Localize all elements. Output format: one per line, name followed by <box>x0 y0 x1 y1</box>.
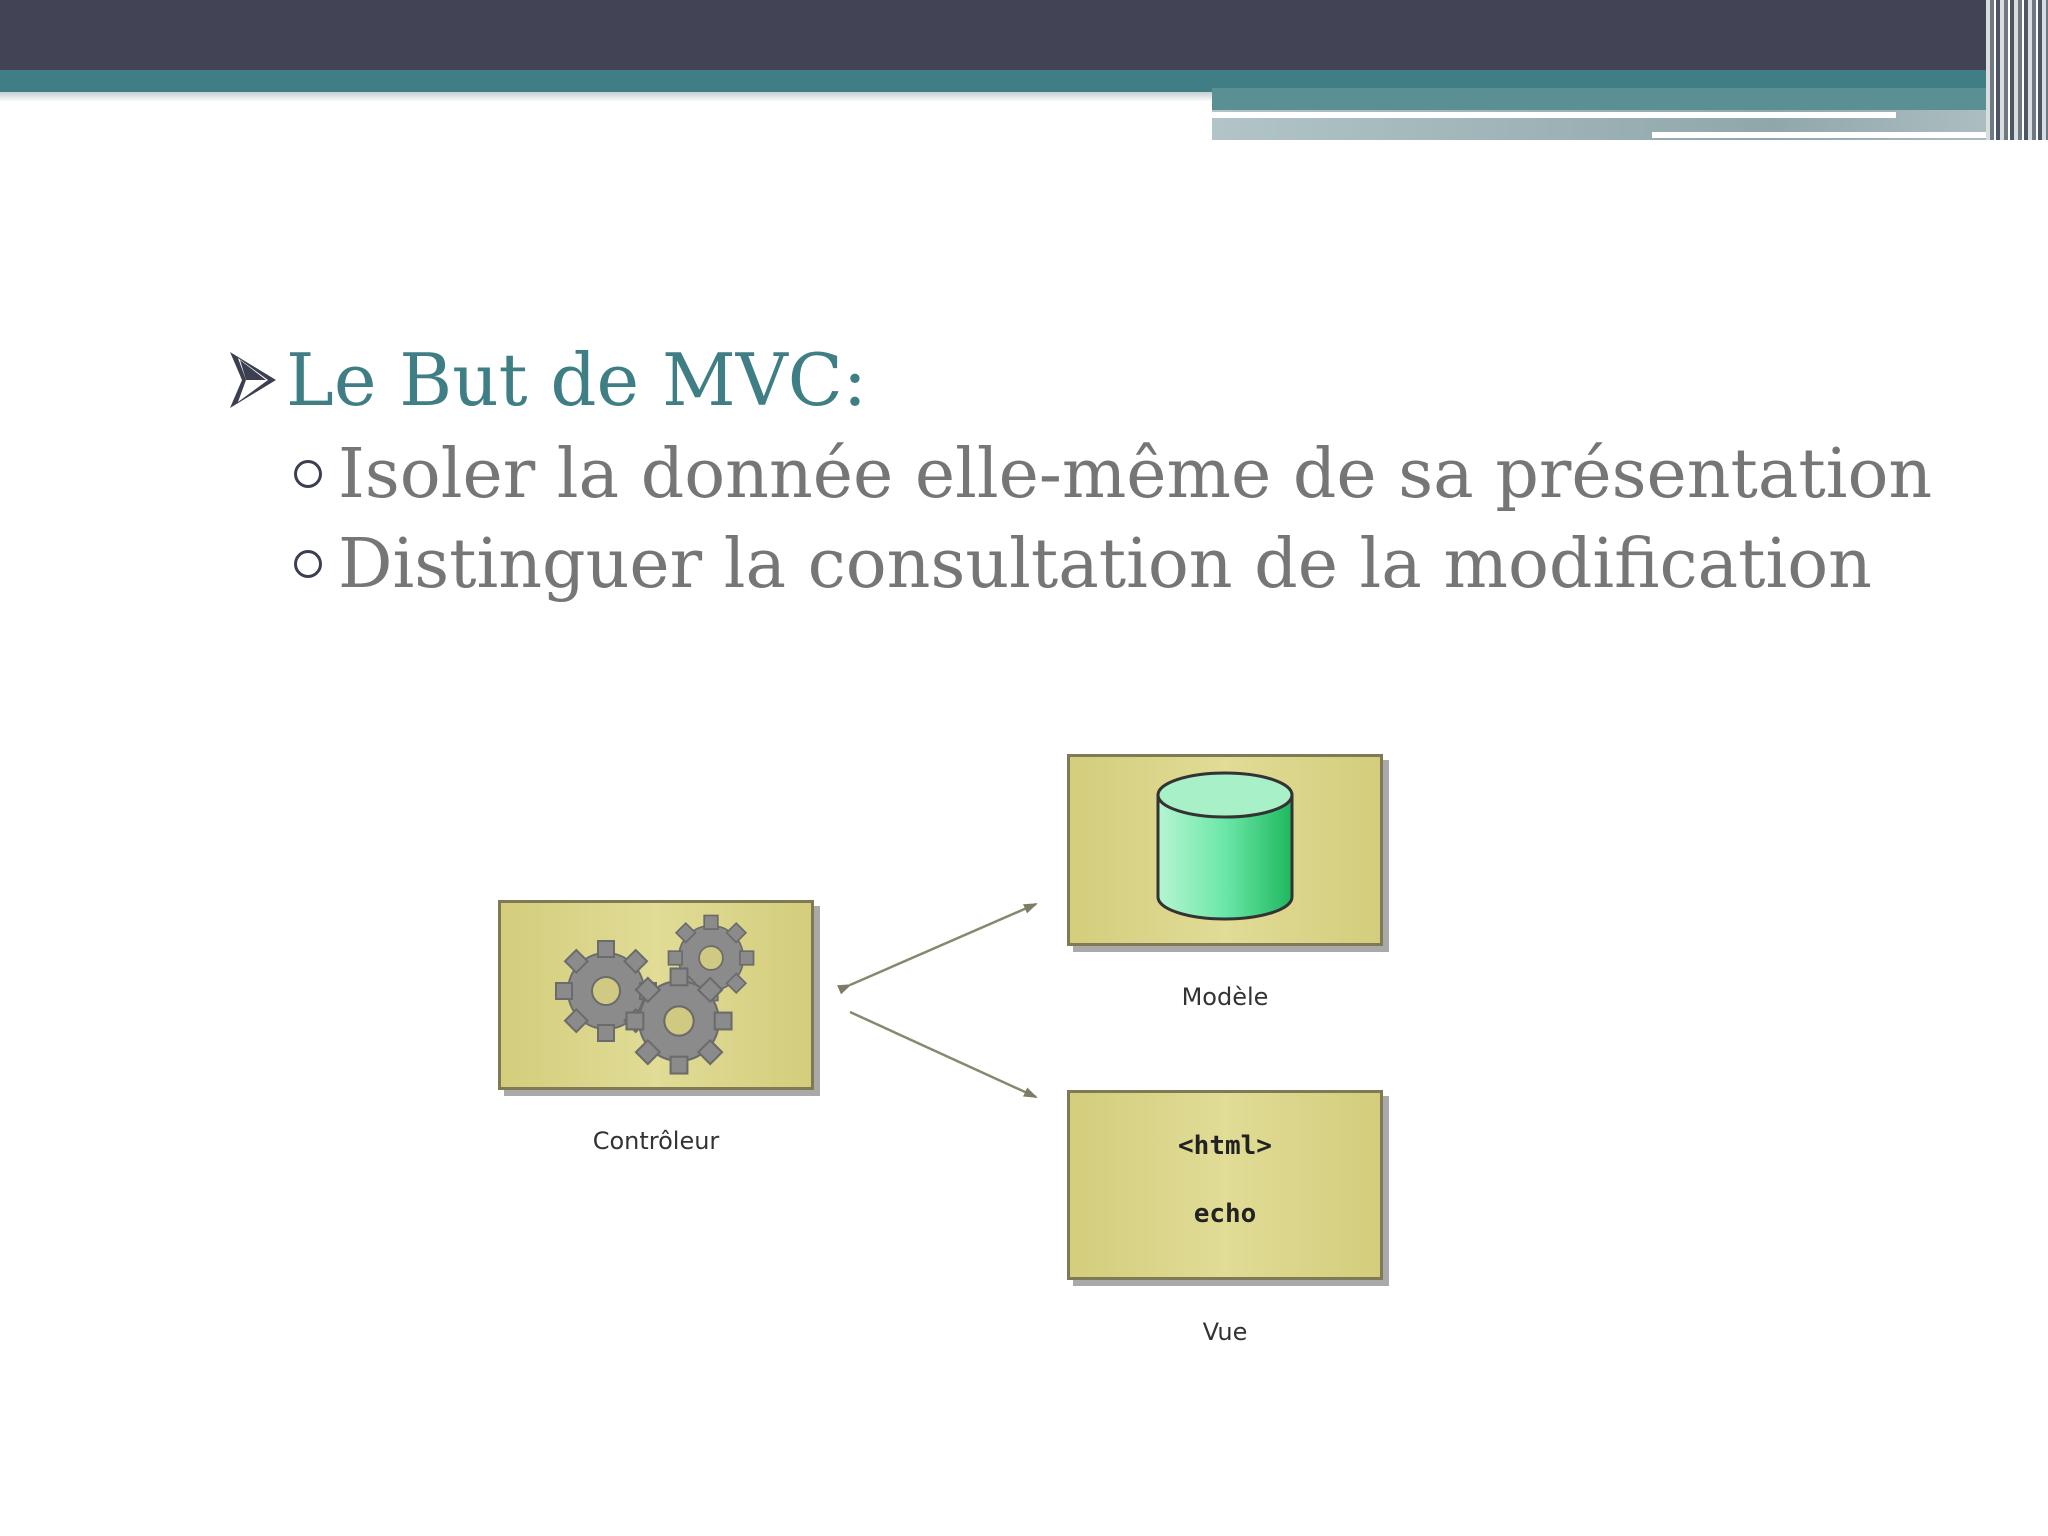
controller-caption: Contrôleur <box>592 1127 720 1155</box>
heading-text: Le But de MVC: <box>286 338 868 422</box>
bullet-text: Distinguer la consultation de la modification <box>338 524 1872 604</box>
database-cylinder-icon <box>1070 757 1380 943</box>
bullet-text: Isoler la donnée elle-même de sa présentation <box>338 434 1933 514</box>
view-box <box>1067 1090 1383 1280</box>
model-caption: Modèle <box>1181 983 1269 1011</box>
gears-icon <box>501 903 811 1087</box>
view-code-html: <html> <box>1178 1131 1272 1161</box>
view-code-echo: echo <box>1193 1199 1257 1229</box>
model-box <box>1067 754 1383 946</box>
controller-box <box>498 900 814 1090</box>
view-caption: Vue <box>1202 1318 1248 1346</box>
